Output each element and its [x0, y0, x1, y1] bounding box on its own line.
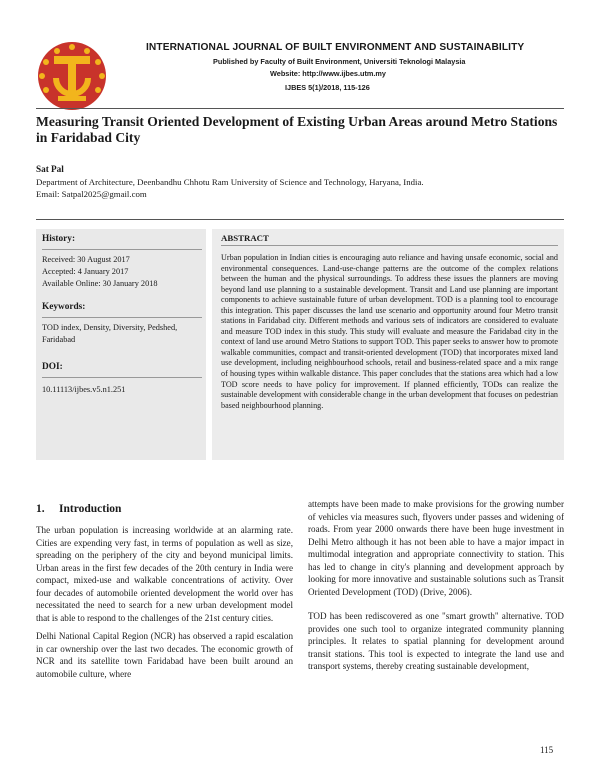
section-heading-introduction: 1. Introduction	[36, 503, 122, 515]
doi-label: DOI:	[42, 362, 63, 372]
keywords-divider	[42, 317, 202, 318]
journal-citation: IJBES 5(1)/2018, 115-126	[285, 83, 370, 92]
available-date: Available Online: 30 January 2018	[42, 279, 158, 288]
author-name: Sat Pal	[36, 164, 64, 174]
journal-publisher: Published by Faculty of Built Environment, Universiti Teknologi Malaysia	[213, 57, 466, 66]
history-divider	[42, 249, 202, 250]
article-info-box	[36, 229, 206, 460]
abstract-heading: ABSTRACT	[221, 233, 269, 243]
intro-paragraph-1: The urban population is increasing worldwide at an alarming rate. Cities are expending very fast, in terms of population as well as size, spreading on the periphery of the city and beyond municipal limits. Urban areas in the first few decades of the 20th century in India were compact, mixed-use and walkable concentrations of activity. Over four decades of automobile oriented development the world over has necessitated the need to search for a new urban development model that is able to respond to the challenges of the 21st century cities.	[36, 525, 293, 623]
paper-title-line-1: Measuring Transit Oriented Development of Existing Urban Areas around Metro Stations	[36, 114, 558, 129]
journal-logo-icon	[36, 38, 108, 114]
doi-divider	[42, 377, 202, 378]
intro-paragraph-3: attempts have been made to make provisions for the growing number of vehicles via measures such, flyovers under passes and widening of roads. From year 2000 onwards there have been huge investment in Delhi Metro although it has not been able to have a major impact in multimodal integration and appropriate connectivity to station. This has led to change in city's planning and development approach by looking for more innovative and sustainable solutions such as Transit Oriented Development (TOD) (Drive, 2006).	[308, 499, 564, 597]
abstract-text: Urban population in Indian cities is encouraging auto reliance and having unsafe economic, social and environmental consequences. Land-use-change patterns are the outcome of the complex relations between the human and the physical surroundings. To address these issues the planners are moving beyond land use planning to a sustainable development. Transit and Land use planning are important components to achieve sustainable future of urban development. TOD is a planning tool to encourage this integration. This paper discusses the land use scenario and opportunity around four Metro transit stations in Faridabad city. Different methods and various sets of indicators are considered to evaluate and measure TOD index in this study. This study will evaluate and measure the Faridabad city in the context of land use around Metro Stations to support TOD. This paper seeks to answer how to promote walkable communities, compact and transit-oriented development (TOD) that incorporates mixed land use development, including neighbourhood schools, retail and business-related space and a mix range of housing types within walkable distance. This paper concludes that the stations area which had a low TOD score needs to have policy for improvement. If planned efficiently, TODs can realize the sustainable development with considerable change in the urban development that focuses on pedestrian based neighbourhood planning.	[221, 253, 558, 410]
keywords-line-2: Faridabad	[42, 335, 76, 344]
history-label: History:	[42, 234, 76, 244]
paper-title-line-2: in Faridabad City	[36, 130, 141, 145]
doi-value: 10.11113/ijbes.v5.n1.251	[42, 385, 126, 394]
header-divider	[36, 108, 564, 109]
keywords-label: Keywords:	[42, 302, 86, 312]
keywords-line-1: TOD index, Density, Diversity, Pedshed,	[42, 323, 178, 332]
journal-name: INTERNATIONAL JOURNAL OF BUILT ENVIRONMENT AND SUSTAINABILITY	[146, 42, 525, 53]
title-divider	[36, 219, 564, 220]
left-column	[36, 524, 293, 680]
intro-paragraph-4: TOD has been rediscovered as one "smart growth" alternative. TOD provides one such tool to organize integrated community planning principles. It relates to spatial planning for development around transit stations. This tool is expected to integrate the land use and transport systems, thereby creating sustainable development,	[308, 611, 564, 671]
paper-title	[36, 114, 564, 146]
accepted-date: Accepted: 4 January 2017	[42, 267, 129, 276]
received-date: Received: 30 August 2017	[42, 255, 130, 264]
page-number: 115	[540, 745, 554, 755]
author-email: Email: Satpal2025@gmail.com	[36, 189, 147, 199]
journal-website: Website: http://www.ijbes.utm.my	[270, 69, 386, 78]
author-affiliation	[36, 176, 564, 200]
intro-paragraph-2: Delhi National Capital Region (NCR) has observed a rapid escalation in car ownership over the last two decades. The economic growth of NCR and its satellite town Faridabad have been built around an automobile culture, where	[36, 631, 293, 679]
right-column	[308, 498, 564, 673]
abstract-divider	[221, 245, 558, 246]
affiliation-text: Department of Architecture, Deenbandhu Chhotu Ram University of Science and Technology, Haryana, India.	[36, 177, 424, 187]
